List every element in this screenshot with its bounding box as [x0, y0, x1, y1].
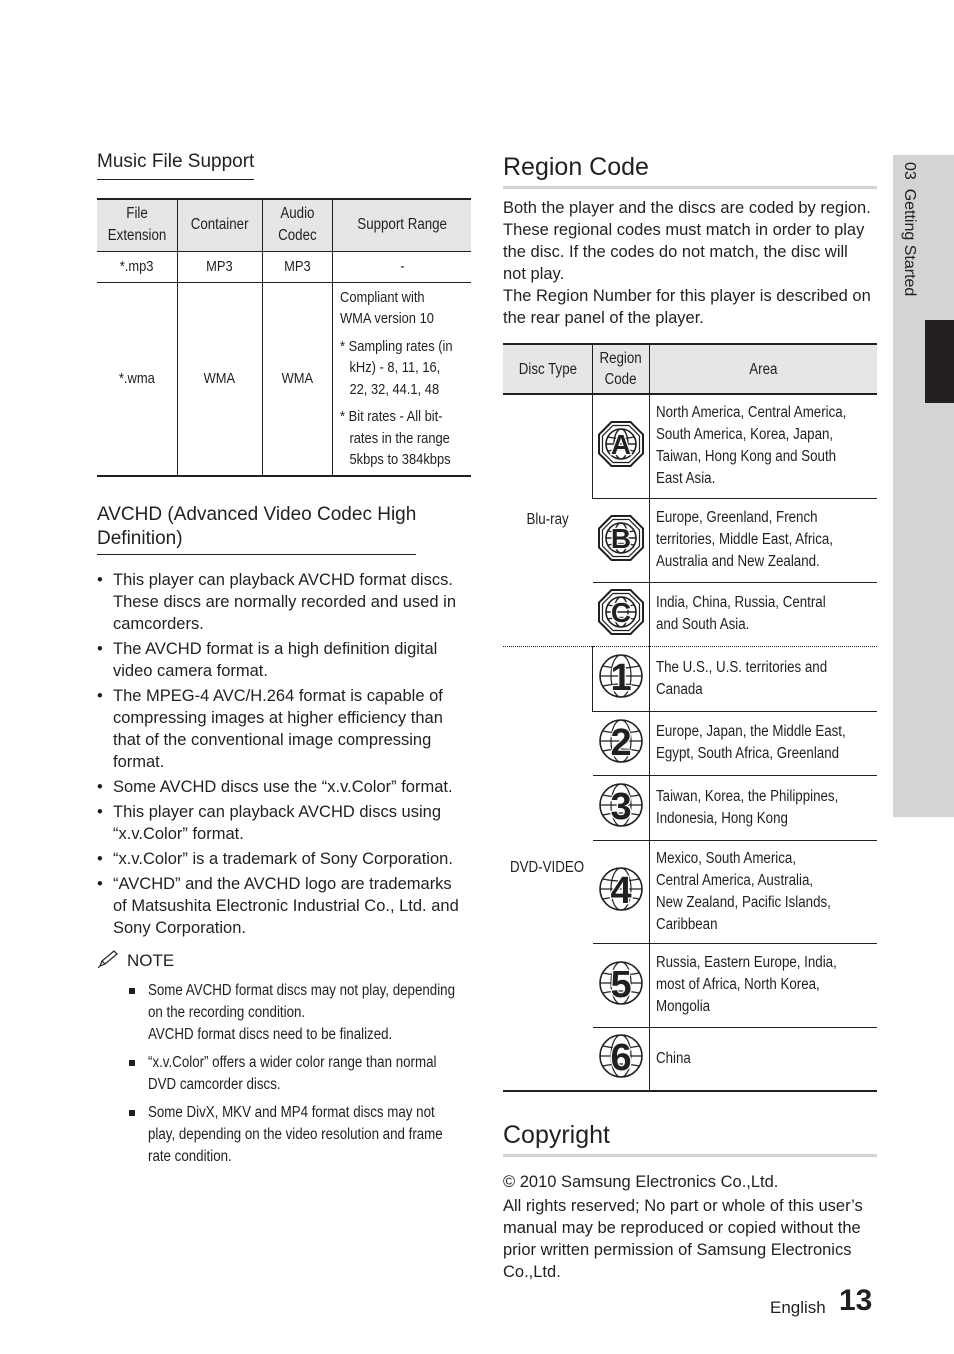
chapter-side-label: [899, 162, 919, 296]
list-item: • Some AVCHD discs use the “x.v.Color” format.: [97, 777, 453, 796]
cell-container-mp3: MP3: [206, 258, 233, 275]
copyright-paragraph: All rights reserved; No part or whole of this user’s manual may be reproduced or copied without the prior written permission of Samsung Electronics Co.,Ltd.: [503, 1197, 863, 1281]
cell-codec-wma: WMA: [281, 370, 314, 387]
music-header-container: Container: [177, 199, 262, 251]
region-code-letter: B: [610, 522, 631, 554]
bullet-square-icon: [129, 1060, 135, 1066]
dvd-region-6-icon: [598, 1033, 644, 1079]
dvd-region-4-icon: [598, 866, 644, 912]
footer-language: English: [770, 1298, 826, 1317]
region-area: Taiwan, Korea, the Philippines, Indonesia, Hong Kong: [649, 775, 877, 840]
list-item: • The MPEG-4 AVC/H.264 format is capable of compressing images at higher efficiency than that of the conventional image compressing format.: [97, 686, 443, 771]
cell-range-wma: Compliant with WMA version 10 * Sampling rates (in kHz) - 8, 11, 16, 22, 32, 44.1, 48 * Bit rates - All bit- rates in the range 5kbps to 384kbps: [333, 282, 471, 476]
copyright-title: Copyright: [503, 1118, 877, 1157]
list-item: Some DivX, MKV and MP4 format discs may not play, depending on the video resolution and frame rate condition.: [129, 1102, 471, 1168]
table-row: [97, 282, 471, 476]
pencil-icon: [97, 949, 121, 974]
region-code-number: 4: [609, 870, 632, 912]
music-file-table: [97, 198, 471, 477]
chapter-side-marker: [925, 320, 954, 403]
bullet-square-icon: [129, 1110, 135, 1116]
disc-type-dvd: DVD-VIDEO: [510, 859, 585, 877]
cell-ext-mp3: *.mp3: [120, 258, 154, 275]
region-code-number: 6: [609, 1037, 632, 1080]
region-code-number: 1: [610, 657, 632, 699]
dvd-region-1-icon: [598, 653, 644, 699]
music-file-support-title: Music File Support: [97, 150, 254, 180]
region-header-disc: Disc Type: [503, 344, 593, 394]
disc-type-bluray: Blu-ray: [526, 511, 569, 529]
region-code-number: 3: [609, 786, 632, 828]
bullet-square-icon: [129, 988, 135, 994]
region-header-area: Area: [649, 344, 877, 394]
list-item: • The AVCHD format is a high definition digital video camera format.: [97, 639, 438, 680]
region-code-letter: A: [610, 428, 631, 460]
cell-range-mp3: -: [399, 258, 405, 275]
list-item: “x.v.Color” offers a wider color range than normal DVD camcorder discs.: [129, 1052, 471, 1096]
list-item: • This player can playback AVCHD format discs. These discs are normally recorded and used in camcorders.: [97, 570, 457, 633]
music-header-extension: File Extension: [97, 199, 177, 251]
region-code-table: [503, 343, 877, 1092]
note-heading: [97, 949, 471, 974]
avchd-bullet-list: [97, 569, 471, 939]
table-row: [503, 646, 877, 711]
region-area: North America, Central America, South America, Korea, Japan, Taiwan, Hong Kong and South East Asia.: [649, 394, 877, 498]
table-row: [97, 251, 471, 282]
cell-container-wma: WMA: [203, 370, 236, 387]
cell-ext-wma: *.wma: [118, 370, 155, 387]
region-paragraph: Both the player and the discs are coded by region. These regional codes must match in order to play the disc. If the codes do not match, the disc will not play. The Region Number for this player is described on the rear panel of the player.: [503, 199, 871, 327]
region-area: China: [649, 1027, 877, 1091]
region-area: Europe, Greenland, French territories, Middle East, Africa, Australia and New Zealand.: [649, 498, 877, 582]
region-header-code: Region Code: [593, 344, 650, 394]
region-code-number: 5: [609, 963, 632, 1006]
list-item: Some AVCHD format discs may not play, depending on the recording condition. AVCHD format discs need to be finalized.: [129, 980, 471, 1046]
region-code-number: 2: [609, 721, 632, 764]
table-row: [503, 394, 877, 498]
left-column: [97, 150, 471, 1174]
region-area: Russia, Eastern Europe, India, most of Africa, North Korea, Mongolia: [649, 943, 877, 1027]
dvd-region-3-icon: [598, 782, 644, 828]
list-item: • This player can playback AVCHD discs using “x.v.Color” format.: [97, 802, 442, 843]
region-code-letter: C: [610, 596, 631, 628]
region-code-title: Region Code: [503, 150, 877, 189]
region-area: India, China, Russia, Central and South Asia.: [649, 582, 877, 646]
music-header-codec: Audio Codec: [262, 199, 332, 251]
chapter-title: Getting Started: [901, 188, 918, 297]
dvd-region-2-icon: [598, 718, 644, 764]
right-column: [503, 150, 877, 1283]
region-area: Mexico, South America, Central America, Australia, New Zealand, Pacific Islands, Caribbean: [649, 840, 877, 943]
cell-codec-mp3: MP3: [284, 258, 311, 275]
chapter-number: 03: [901, 162, 918, 180]
avchd-title: AVCHD (Advanced Video Codec High Definition): [97, 503, 416, 555]
music-header-range: Support Range: [333, 199, 471, 251]
bluray-region-c-icon: [598, 589, 644, 635]
region-area: Europe, Japan, the Middle East, Egypt, South Africa, Greenland: [649, 711, 877, 775]
note-list: [97, 980, 471, 1168]
dvd-region-5-icon: [598, 960, 644, 1006]
note-label: NOTE: [127, 951, 175, 970]
copyright-line: © 2010 Samsung Electronics Co.,Ltd.: [503, 1173, 779, 1191]
bluray-region-b-icon: [598, 515, 644, 561]
region-area: The U.S., U.S. territories and Canada: [649, 646, 877, 711]
list-item: • “x.v.Color” is a trademark of Sony Corporation.: [97, 849, 453, 868]
bluray-region-a-icon: [598, 421, 644, 467]
page-number: 13: [839, 1284, 873, 1317]
list-item: • “AVCHD” and the AVCHD logo are trademarks of Matsushita Electronic Industrial Co., Ltd. and Sony Corporation.: [97, 874, 459, 937]
